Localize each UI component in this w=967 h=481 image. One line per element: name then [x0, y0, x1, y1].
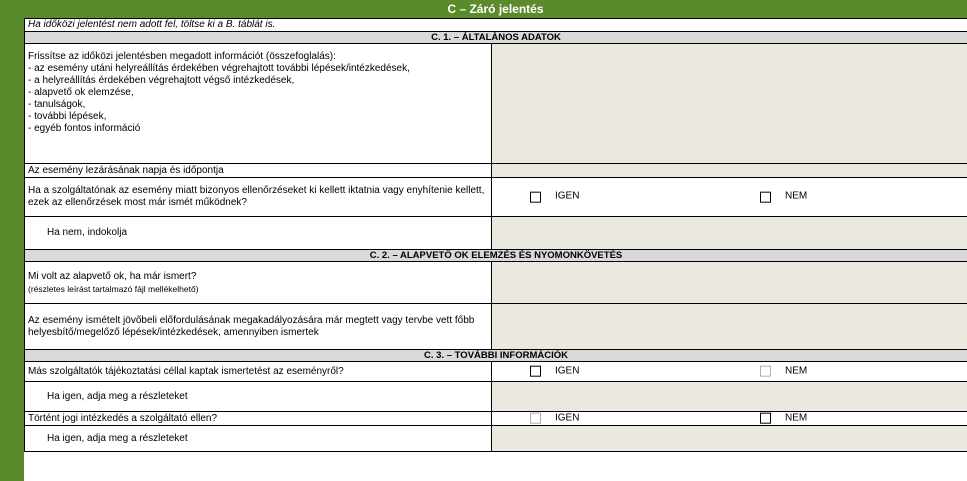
legal-action-no-checkbox[interactable] [760, 413, 771, 424]
yes-label: IGEN [555, 190, 580, 202]
update-summary-field[interactable] [492, 44, 967, 164]
other-providers-choice [492, 362, 967, 382]
yes-label: IGEN [555, 412, 580, 424]
update-item: - a helyreállítás érdekében végrehajtott végső intézkedések, [28, 75, 295, 86]
legal-action-question: Történt jogi intézkedés a szolgáltató ellen? [25, 412, 492, 426]
controls-reason-label: Ha nem, indokolja [25, 217, 492, 250]
update-item: - tanulságok, [28, 99, 86, 110]
update-item: - egyéb fontos információ [28, 123, 141, 134]
controls-reason-field[interactable] [492, 217, 967, 250]
closure-date-field[interactable] [492, 164, 967, 178]
other-providers-details-field[interactable] [492, 382, 967, 412]
root-cause-label [25, 262, 492, 304]
left-green-band [0, 0, 24, 481]
closure-date-label: Az esemény lezárásának napja és időpontja [25, 164, 492, 178]
update-item: - további lépések, [28, 111, 107, 122]
update-item: - az esemény utáni helyreállítás érdekében végrehajtott további lépések/intézkedések, [28, 63, 410, 74]
controls-yes-checkbox[interactable] [530, 191, 541, 202]
update-summary-intro: Frissítse az időközi jelentésben megadott információt (összefoglalás): [28, 51, 336, 62]
section-c1-heading: C. 1. – ÁLTALÁNOS ADATOK [25, 32, 967, 44]
legal-action-details-label: Ha igen, adja meg a részleteket [25, 426, 492, 452]
legal-action-choice [492, 412, 967, 426]
controls-choice [492, 178, 967, 217]
controls-question: Ha a szolgáltatónak az esemény miatt bizonyos ellenőrzéseket ki kellett iktatnia vagy enyhítenie kellett, ezek az ellenőrzések most már ismét működnek? [25, 178, 492, 217]
root-cause-question: Mi volt az alapvető ok, ha már ismert? [28, 270, 197, 282]
legal-action-yes-checkbox[interactable] [530, 413, 541, 424]
instruction-note: Ha időközi jelentést nem adott fel, töltse ki a B. táblát is. [25, 19, 967, 32]
section-c2-heading: C. 2. – ALAPVETŐ OK ELEMZÉS ÉS NYOMONKÖVETÉS [25, 250, 967, 262]
form-title: C – Záró jelentés [24, 0, 967, 18]
other-providers-no-checkbox[interactable] [760, 366, 771, 377]
other-providers-question: Más szolgáltatók tájékoztatási céllal kaptak ismertetést az eseményről? [25, 362, 492, 382]
update-summary-label [25, 44, 492, 164]
final-report-table [24, 18, 967, 452]
no-label: NEM [785, 412, 808, 424]
no-label: NEM [785, 190, 808, 202]
controls-no-checkbox[interactable] [760, 191, 771, 202]
prevention-field[interactable] [492, 304, 967, 350]
no-label: NEM [785, 365, 808, 377]
legal-action-details-field[interactable] [492, 426, 967, 452]
prevention-label: Az esemény ismételt jövőbeli előfordulásának megakadályozására már megtett vagy tervbe vett főbb helyesbítő/megelőző lépések/intézkedések, amennyiben ismertek [25, 304, 492, 350]
update-item: - alapvető ok elemzése, [28, 87, 134, 98]
other-providers-details-label: Ha igen, adja meg a részleteket [25, 382, 492, 412]
yes-label: IGEN [555, 365, 580, 377]
other-providers-yes-checkbox[interactable] [530, 366, 541, 377]
root-cause-field[interactable] [492, 262, 967, 304]
root-cause-hint: (részletes leírást tartalmazó fájl mellékelhető) [28, 283, 199, 294]
section-c3-heading: C. 3. – TOVÁBBI INFORMÁCIÓK [25, 350, 967, 362]
